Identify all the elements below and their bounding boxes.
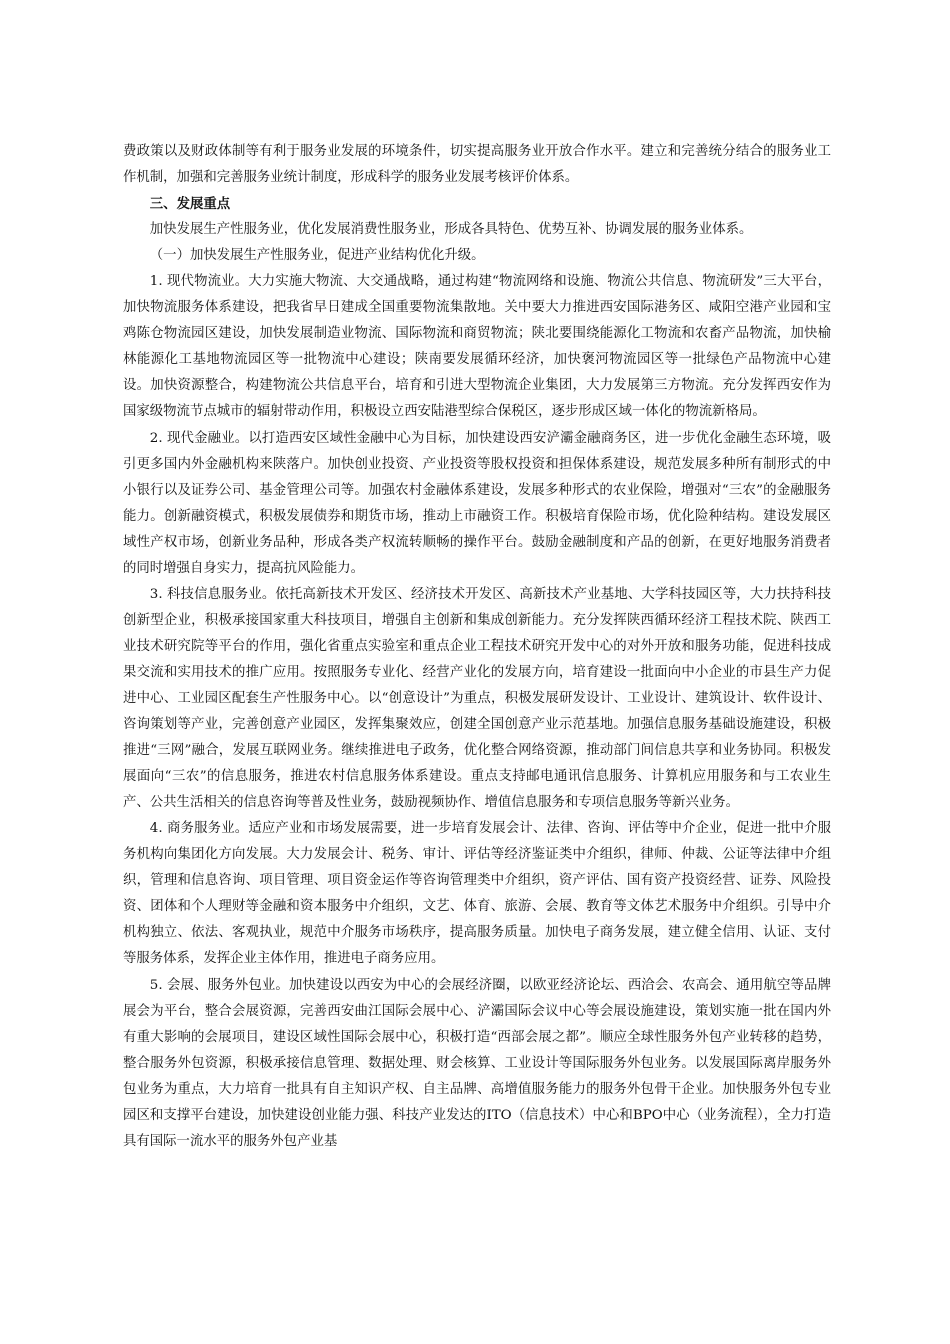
paragraph-intro: 加快发展生产性服务业，优化发展消费性服务业，形成各具特色、优势互补、协调发展的服务业体系。 [149, 222, 753, 238]
paragraph-business-services: 4. 商务服务业。适应产业和市场发展需要，进一步培育发展会计、法律、咨询、评估等中介企业，促进一批中介服务机构向集团化方向发展。大力发展会计、税务、审计、评估等经济鉴证类中介组织，律师、仲裁、公证等法律中介组织，管理和信息咨询、项目管理、项目资金运作等咨询管理类中介组织，资产评估、国有资产投资经营、证券、风险投资、团体和个人理财等金融和资本服务中介组织，文艺、体育、旅游、会展、教育等文体艺术服务中介组织。引导中介机构独立、依法、客观执业，规范中介服务市场秩序，提高服务质量。加快电子商务发展，建立健全信用、认证、支付等服务体系，发挥企业主体作用，推进电子商务应用。 [123, 821, 831, 967]
paragraph-tech-info: 3. 科技信息服务业。依托高新技术开发区、经济技术开发区、高新技术产业基地、大学科技园区等，大力扶持科技创新型企业，积极承接国家重大科技项目，增强自主创新和集成创新能力。充分发挥陕西循环经济工程技术院、陕西工业技术研究院等平台的作用，强化省重点实验室和重点企业工程技术研究开发中心的对外开放和服务功能，促进科技成果交流和实用技术的推广应用。按照服务专业化、经营产业化的发展方向，培育建设一批面向中小企业的市县生产力促进中心、工业园区配套生产性服务中心。以“创意设计”为重点，积极发展研发设计、工业设计、建筑设计、软件设计、咨询策划等产业，完善创意产业园区，发挥集聚效应，创建全国创意产业示范基地。加强信息服务基础设施建设，积极推进“三网”融合，发展互联网业务。继续推进电子政务，优化整合网络资源，推动部门间信息共享和业务协同。积极发展面向“三农”的信息服务，推进农村信息服务体系建设。重点支持邮电通讯信息服务、计算机应用服务和与工农业生产、公共生活相关的信息咨询等普及性业务，鼓励视频协作、增值信息服务和专项信息服务等新兴业务。 [123, 586, 832, 811]
paragraph-continuation: 费政策以及财政体制等有利于服务业发展的环境条件，切实提高服务业开放合作水平。建立和完善统分结合的服务业工作机制，加强和完善服务业统计制度，形成科学的服务业发展考核评价体系。 [123, 144, 831, 186]
section-heading: 三、发展重点 [149, 196, 231, 213]
subsection-heading: （一）加快发展生产性服务业，促进产业结构优化升级。 [149, 248, 485, 264]
paragraph-logistics: 1. 现代物流业。大力实施大物流、大交通战略，通过构建“物流网络和设施、物流公共信息、物流研发”三大平台，加快物流服务体系建设，把我省早日建成全国重要物流集散地。关中要大力推进西安国际港务区、咸阳空港产业园和宝鸡陈仓物流园区建设，加快发展制造业物流、国际物流和商贸物流；陕北要围绕能源化工物流和农畜产品物流，加快榆林能源化工基地物流园区等一批物流中心建设；陕南要发展循环经济，加快褒河物流园区等一批绿色产品物流中心建设。加快资源整合，构建物流公共信息平台，培育和引进大型物流企业集团，大力发展第三方物流。充分发挥西安作为国家级物流节点城市的辐射带动作用，积极设立西安陆港型综合保税区，逐步形成区域一体化的物流新格局。 [123, 274, 831, 420]
paragraph-finance: 2. 现代金融业。以打造西安区域性金融中心为目标，加快建设西安浐灞金融商务区，进一步优化金融生态环境，吸引更多国内外金融机构来陕落户。加快创业投资、产业投资等股权投资和担保体系建设，规范发展多种所有制形式的中小银行以及证券公司、基金管理公司等。加强农村金融体系建设，发展多种形式的农业保险，增强对“三农”的金融服务能力。创新融资模式，积极发展债券和期货市场，推动上市融资工作。积极培育保险市场，优化险种结构。建设发展区域性产权市场，创新业务品种，形成各类产权流转顺畅的操作平台。鼓励金融制度和产品的创新，在更好地服务消费者的同时增强自身实力，提高抗风险能力。 [123, 430, 831, 576]
paragraph-exhibition-outsourcing: 5. 会展、服务外包业。加快建设以西安为中心的会展经济圈，以欧亚经济论坛、西洽会、农高会、通用航空等品牌展会为平台，整合会展资源，完善西安曲江国际会展中心、浐灞国际会议中心等会展设施建设，策划实施一批在国内外有重大影响的会展项目，建设区域性国际会展中心，积极打造“西部会展之都”。顺应全球性服务外包产业转移的趋势，整合服务外包资源，积极承接信息管理、数据处理、财会核算、工业设计等国际服务外包业务。以发展国际离岸服务外包业务为重点，大力培育一批具有自主知识产权、自主品牌、高增值服务能力的服务外包骨干企业。加快服务外包专业园区和支撑平台建设，加快建设创业能力强、科技产业发达的ITO（信息技术）中心和BPO中心（业务流程），全力打造具有国际一流水平的服务外包产业基 [123, 977, 831, 1149]
document-page [123, 139, 831, 1155]
